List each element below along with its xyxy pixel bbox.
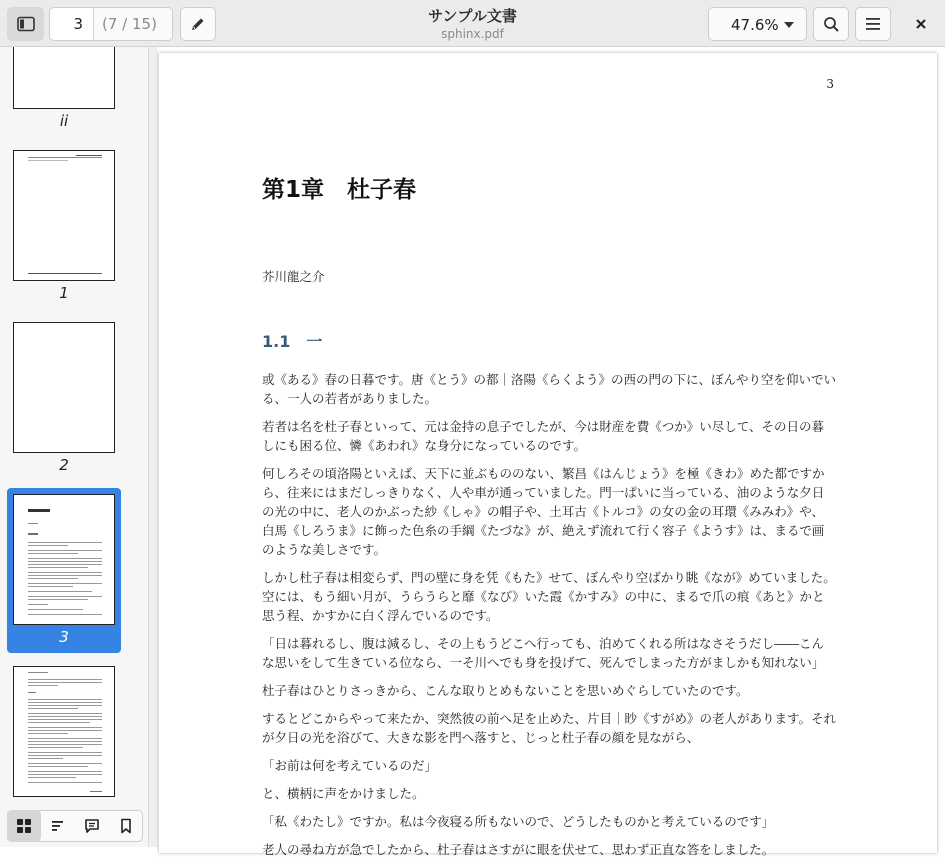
document-filename: sphinx.pdf: [441, 27, 504, 41]
page-thumbnail[interactable]: [13, 47, 115, 109]
bookmark-icon: [118, 818, 134, 834]
sidebar-view-switcher: [0, 804, 149, 847]
outline-icon: [50, 818, 66, 834]
hamburger-menu-icon: [865, 17, 881, 31]
paragraph: 「日は暮れるし、腹は減るし、その上もうどこへ行っても、泊めてくれる所はなさそうだし――こんな思いをして生きている位なら、一そ川へでも身を投げて、死んでしまった方がましかも知れない」: [262, 636, 825, 670]
thumbnail-label: 2: [59, 456, 69, 474]
search-button[interactable]: [813, 7, 849, 41]
document-page: [159, 53, 937, 857]
annotate-button[interactable]: [180, 7, 216, 41]
author-name: 芥川龍之介: [262, 269, 325, 284]
thumbnail-sidebar: [0, 47, 149, 847]
pencil-icon: [190, 16, 206, 32]
page-total-label: (7 / 15): [102, 15, 157, 33]
close-icon: [915, 18, 927, 30]
page-thumbnail[interactable]: [13, 666, 115, 797]
chevron-down-icon: [784, 22, 794, 28]
title-area: [330, 6, 615, 42]
page-thumbnail-selected[interactable]: [13, 494, 115, 625]
annotations-view-button[interactable]: [75, 810, 109, 842]
sidebar-scrollbar[interactable]: [149, 47, 158, 847]
document-title: サンプル文書: [428, 7, 517, 25]
zoom-dropdown[interactable]: [708, 7, 807, 41]
thumbnail-label-selected: 3: [59, 628, 69, 646]
grid-icon: [16, 818, 32, 834]
paragraph: するとどこからやって来たか、突然彼の前へ足を止めた、片目｜眇《すがめ》の老人があります。それが夕日の光を浴びて、大きな影を門へ落すと、じっと杜子春の顔を見ながら、: [262, 711, 837, 745]
thumbnail-label: ii: [59, 112, 69, 130]
paragraph: と、横柄に声をかけました。: [262, 786, 425, 801]
paragraph: 若者は名を杜子春といって、元は金持の息子でしたが、今は財産を費《つか》い尽して、その日の暮しにも困る位、憐《あわれ》な身分になっているのです。: [262, 419, 825, 453]
page-thumbnail[interactable]: [13, 322, 115, 453]
section-heading: 1.1 一: [262, 332, 323, 351]
thumbnail-label: 1: [59, 284, 69, 302]
paragraph: 或《ある》春の日暮です。唐《とう》の都｜洛陽《らくよう》の西の門の下に、ぼんやり空を仰いでいる、一人の若者がありました。: [262, 372, 837, 406]
paragraph: 杜子春はひとりさっきから、こんな取りとめもないことを思いめぐらしていたのです。: [262, 683, 749, 698]
bookmarks-view-button[interactable]: [109, 810, 143, 842]
zoom-value: 47.6%: [731, 16, 779, 34]
thumbnails-view-button[interactable]: [7, 810, 41, 842]
body-text: [262, 370, 836, 868]
close-button[interactable]: [906, 7, 936, 41]
paragraph: 「お前は何を考えているのだ」: [262, 758, 438, 773]
paragraph: 何しろその頃洛陽といえば、天下に並ぶもののない、繁昌《はんじょう》を極《きわ》めた都ですから、往来にはまだしっきりなく、人や車が通っていました。門一ぱいに当っている、油のような夕日の光の中に、老人のかぶった紗《しゃ》の帽子や、土耳古《トルコ》の女の金の耳環《みみわ》や、白馬《しろうま》に飾った色糸の手綱《たづな》が、絶えず流れて行く容子《ようす》は、まるで画のような美しさです。: [262, 466, 825, 557]
page-selector: [49, 7, 173, 41]
chapter-heading: 第1章 杜子春: [262, 177, 417, 203]
paragraph: しかし杜子春は相変らず、門の壁に身を凭《もた》せて、ぼんやり空ばかり眺《なが》めていました。空には、もう細い月が、うらうらと靡《なび》いた霞《かすみ》の中に、まるで爪の痕《あと》かと思う程、かすかに白く浮んでいるのです。: [262, 570, 836, 623]
page-number: 3: [826, 77, 834, 91]
paragraph: 「私《わたし》ですか。私は今夜寝る所もないので、どうしたものかと考えているのです」: [262, 814, 775, 829]
header-bar: [0, 0, 945, 47]
page-thumbnail[interactable]: [13, 150, 115, 281]
main-menu-button[interactable]: [855, 7, 891, 41]
comment-icon: [84, 818, 100, 834]
paragraph: 老人の尋ね方が急でしたから、杜子春はさすがに眼を伏せて、思わず正直な答をしました。: [262, 842, 775, 857]
sidebar-icon: [17, 16, 35, 32]
sidebar-toggle-button[interactable]: [7, 7, 44, 41]
search-icon: [823, 16, 840, 33]
outline-view-button[interactable]: [41, 810, 75, 842]
page-number-input[interactable]: [50, 8, 94, 40]
